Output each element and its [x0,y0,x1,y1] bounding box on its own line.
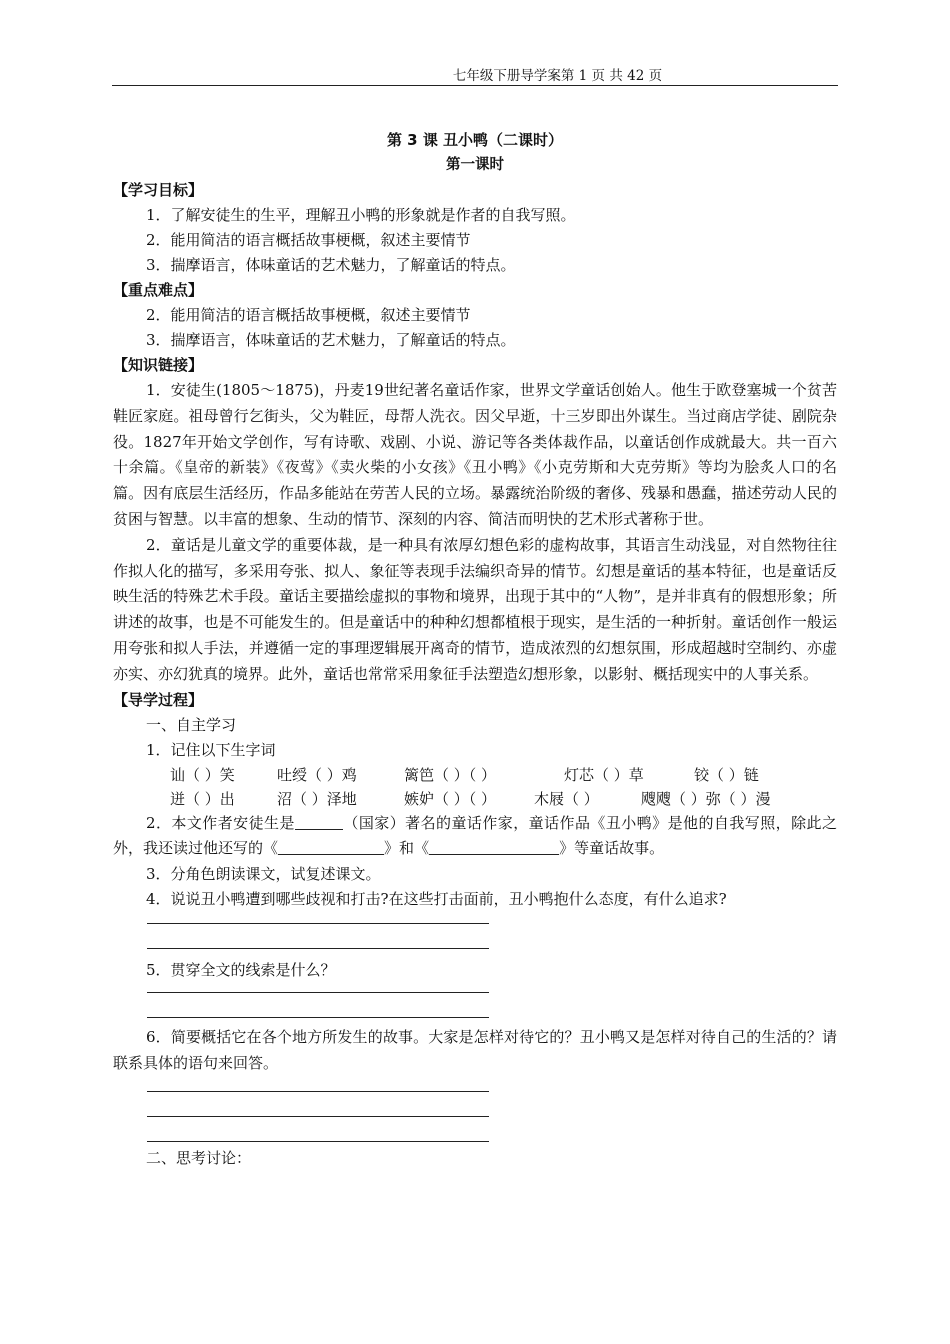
header-text: 七年级下册导学案第 1 页 共 42 页 [452,68,663,84]
vocab-item: 灯芯（ ）草 [564,765,644,784]
question-4: 4．说说丑小鸭遭到哪些歧视和打击?在这些打击面前，丑小鸭抱什么态度，有什么追求? [146,890,727,909]
goal-item: 1．了解安徒生的生平，理解丑小鸭的形象就是作者的自我写照。 [146,206,576,224]
blank-country[interactable] [295,812,343,830]
header-rule [112,85,838,86]
document-body [113,128,837,1171]
part-heading-self-study: 一、自主学习 [146,715,237,734]
lesson-title: 第 3 课 丑小鸭（二课时） [386,131,564,149]
section-heading-key: 【重点难点】 [113,281,204,299]
vocab-item: 迸（ ）出 [170,789,235,808]
question-2-text-d: 等童话故事。 [574,839,665,858]
part-heading-discussion: 二、思考讨论： [146,1148,252,1167]
question-2-text-b: （国家）著名的童话作家，童话作品《丑小鸭》是他的自我写照，除此之外，我还读过他还写的 [113,813,837,858]
key-item: 3．揣摩语言，体味童话的艺术魅力，了解童话的特点。 [146,331,516,349]
page-header [0,64,950,84]
key-item: 2．能用简洁的语言概括故事梗概，叙述主要情节 [146,306,471,324]
vocab-row-1 [113,763,837,787]
question-6: 6．简要概括它在各个地方所发生的故事。大家是怎样对待它的？丑小鸭又是怎样对待自己的生活的？请联系具体的语句来回答。 [113,1028,837,1072]
vocab-item: 篱笆（ ）（ ） [404,765,497,784]
question-3: 3．分角色朗读课文，试复述课文。 [146,865,381,884]
vocab-row-2 [113,787,837,811]
vocab-item: 木屐（ ） [534,789,599,808]
section-heading-knowledge: 【知识链接】 [113,356,204,374]
vocab-item: 嫉妒（ ）（ ） [404,789,497,808]
blank-story-2[interactable] [429,837,559,855]
vocab-item: 铰（ ）链 [694,765,759,784]
question-2: 2．本文作者安徒生是 （国家）著名的童话作家，童话作品《丑小鸭》是他的自我写照，除此之外，我还读过他还写的《 》和《 》等童话故事。 [113,813,837,858]
vocab-item: 讪（ ）笑 [170,765,235,784]
knowledge-paragraph-fairytale: 2．童话是儿童文学的重要体裁，是一种具有浓厚幻想色彩的虚构故事，其语言生动浅显，对自然物往往作拟人化的描写，多采用夸张、拟人、象征等表现手法编织奇异的情节。幻想是童话的基本特征，也是童话反映生活的特殊艺术手段。童话主要描绘虚拟的事物和境界，出现于其中的“人物”，是并非真有的假想形象；所讲述的故事，也是不可能发生的。但是童话中的种种幻想都植根于现实，是生活的一种折射。童话创作一般运用夸张和拟人手法，并遵循一定的事理逻辑展开离奇的情节，造成浓烈的幻想氛围，形成超越时空制约、亦虚亦实、亦幻犹真的境界。此外，童话也常常采用象征手法塑造幻想形象，以影射、概括现实中的人事关系。 [113,535,837,683]
blank-story-1[interactable] [278,837,384,855]
question-2-text-c: 和 [399,839,415,858]
lesson-subtitle: 第一课时 [446,157,504,173]
vocab-item: 飕飕（ ）弥（ ）漫 [641,789,771,808]
vocab-item: 吐绶（ ）鸡 [277,765,357,784]
section-heading-goals: 【学习目标】 [113,181,204,199]
question-1: 1．记住以下生字词 [146,740,276,759]
goal-item: 2．能用简洁的语言概括故事梗概，叙述主要情节 [146,231,471,249]
question-2-text-a: 2．本文作者安徒生是 [146,813,295,832]
knowledge-paragraph-andersen: 1．安徒生(1805～1875)，丹麦19世纪著名童话作家，世界文学童话创始人。他生于欧登塞城一个贫苦鞋匠家庭。祖母曾行乞街头，父为鞋匠，母帮人洗衣。因父早逝，十三岁即出外谋生。当过商店学徒、剧院杂役。1827年开始文学创作，写有诗歌、戏剧、小说、游记等各类体裁作品，以童话创作成就最大。共一百六十余篇。《皇帝的新装》《夜莺》《卖火柴的小女孩》《丑小鸭》《小克劳斯和大克劳斯》等均为脍炙人口的名篇。因有底层生活经历，作品多能站在劳苦人民的立场。暴露统治阶级的奢侈、残暴和愚蠢，描述劳动人民的贫困与智慧。以丰富的想象、生动的情节、深刻的内容、简洁而明快的艺术形式著称于世。 [113,381,837,528]
section-heading-process: 【导学过程】 [113,690,204,709]
goal-item: 3．揣摩语言，体味童话的艺术魅力，了解童话的特点。 [146,256,516,274]
question-5: 5．贯穿全文的线索是什么？ [146,961,336,980]
vocab-item: 沼（ ）泽地 [277,789,357,808]
